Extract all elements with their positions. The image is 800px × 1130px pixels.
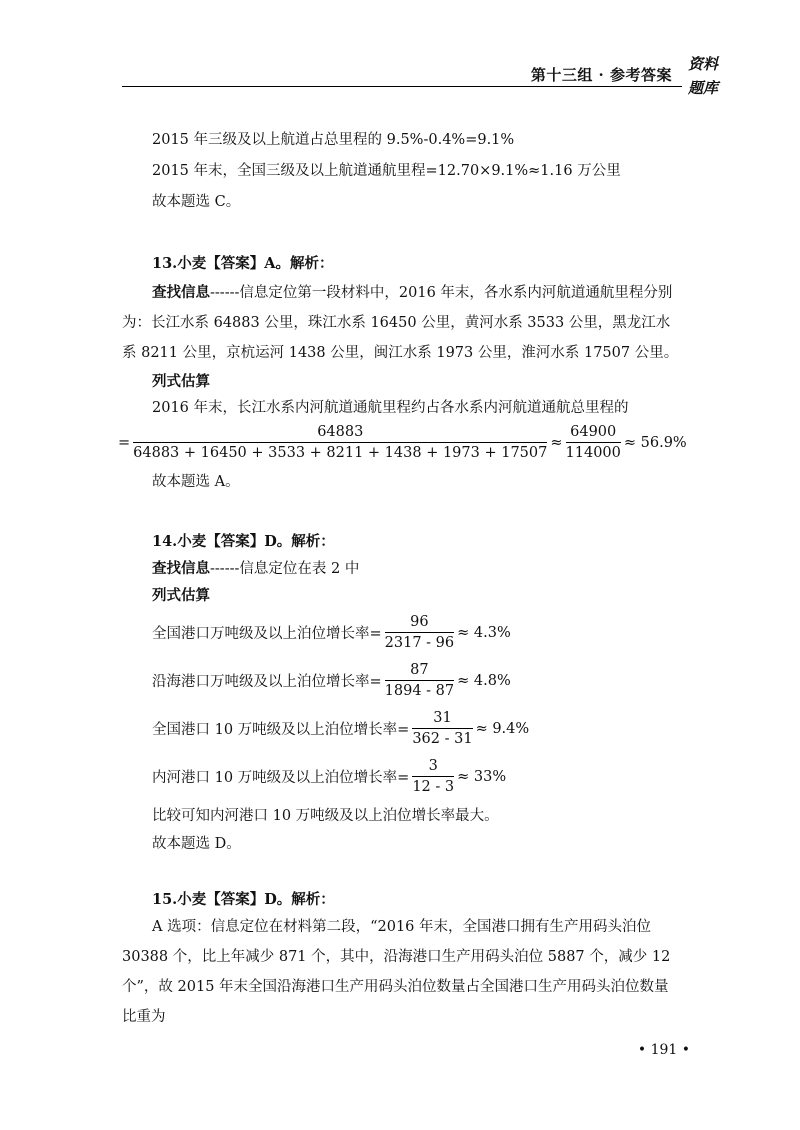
q13-equation	[118, 424, 687, 461]
q13-approx: ≈	[550, 434, 563, 451]
q14-row-den: 362 - 31	[412, 731, 473, 747]
q15-paragraph: A 选项：信息定位在材料第二段，“2016 年末，全国港口拥有生产用码头泊位 30388 个，比上年减少 871 个，其中，沿海港口生产用码头泊位 5887 个，减少 12 个”，故 2015 年末全国沿海港口生产用码头泊位数量占全国港口生产用码头泊位数量比重为	[122, 919, 671, 1025]
q14-find-text: ------信息定位在表 2 中	[210, 561, 360, 577]
q14-row-den: 2317 - 96	[384, 635, 455, 651]
q14-row-label: 内河港口 10 万吨级及以上泊位增长率=	[152, 770, 410, 786]
q14-heading: 14.小麦【答案】D。解析：	[152, 533, 335, 550]
q14-row-result: ≈ 4.3%	[457, 624, 511, 641]
q13-frac1-den: 64883 + 16450 + 3533 + 8211 + 1438 + 1973 + 17507	[133, 445, 548, 461]
q14-row-num: 3	[412, 758, 454, 777]
q14-row-fraction	[412, 758, 454, 795]
q14-row-1	[152, 614, 511, 651]
q14-row-label: 全国港口 10 万吨级及以上泊位增长率=	[152, 722, 410, 738]
intro-answer: 故本题选 C。	[152, 194, 241, 210]
q13-calc-label: 列式估算	[152, 373, 210, 390]
q14-row-fraction	[385, 614, 454, 651]
q13-eq-prefix: =	[118, 434, 131, 451]
q15-heading: 15.小麦【答案】D。解析：	[152, 891, 335, 908]
q14-row-result: ≈ 33%	[457, 768, 507, 785]
q14-row-4	[152, 758, 506, 795]
q14-find-line	[152, 559, 359, 579]
q13-heading: 13.小麦【答案】A。解析：	[152, 255, 334, 272]
q14-calc-label: 列式估算	[152, 587, 210, 604]
q14-row-num: 87	[385, 662, 454, 681]
q14-row-result: ≈ 9.4%	[475, 720, 530, 737]
q13-find-label: 查找信息	[152, 284, 210, 301]
q13-frac2-num: 64900	[566, 424, 621, 443]
q14-row-2	[152, 662, 511, 699]
q13-find-paragraph	[122, 278, 682, 368]
header-stamp	[688, 52, 728, 100]
q13-frac1-num: 64883	[133, 424, 547, 443]
q14-row-den: 1894 - 87	[384, 683, 455, 699]
q14-answer: 故本题选 D。	[152, 836, 241, 852]
q13-calc-text: 2016 年末，长江水系内河航道通航里程约占各水系内河航道通航总里程的	[152, 400, 629, 416]
q13-result: ≈ 56.9%	[623, 434, 687, 451]
q14-row-num: 31	[412, 710, 472, 729]
q14-find-label: 查找信息	[152, 560, 210, 577]
q14-row-fraction	[385, 662, 454, 699]
q14-row-3	[152, 710, 529, 747]
q13-answer: 故本题选 A。	[152, 474, 240, 490]
q14-conclusion: 比较可知内河港口 10 万吨级及以上泊位增长率最大。	[152, 808, 499, 824]
stamp-line-1: 资料	[688, 55, 719, 73]
q14-row-num: 96	[385, 614, 454, 633]
q13-frac2-den: 114000	[565, 445, 621, 461]
q14-row-den: 12 - 3	[412, 779, 455, 795]
header-rule	[122, 86, 682, 87]
intro-line-2: 2015 年末，全国三级及以上航道通航里程=12.70×9.1%≈1.16 万公里	[152, 163, 621, 179]
q13-fraction-1	[133, 424, 547, 461]
q14-row-label: 全国港口万吨级及以上泊位增长率=	[152, 626, 382, 642]
q14-row-label: 沿海港口万吨级及以上泊位增长率=	[152, 674, 382, 690]
intro-line-1: 2015 年三级及以上航道占总里程的 9.5%-0.4%=9.1%	[152, 132, 515, 148]
q13-fraction-2	[566, 424, 621, 461]
q14-row-result: ≈ 4.8%	[457, 672, 511, 689]
stamp-line-2: 题库	[688, 79, 719, 97]
q14-row-fraction	[412, 710, 472, 747]
page-header-title: 第十三组 · 参考答案	[530, 66, 672, 84]
page-number: • 191 •	[637, 1042, 690, 1058]
q13-find-text: ------信息定位第一段材料中，2016 年末，各水系内河航道通航里程分别为：长江水系 64883 公里，珠江水系 16450 公里，黄河水系 3533 公里，黑龙江水系 8211 公里，京杭运河 1438 公里，闽江水系 1973 公里，淮河水系 17507 公里。	[122, 285, 679, 361]
